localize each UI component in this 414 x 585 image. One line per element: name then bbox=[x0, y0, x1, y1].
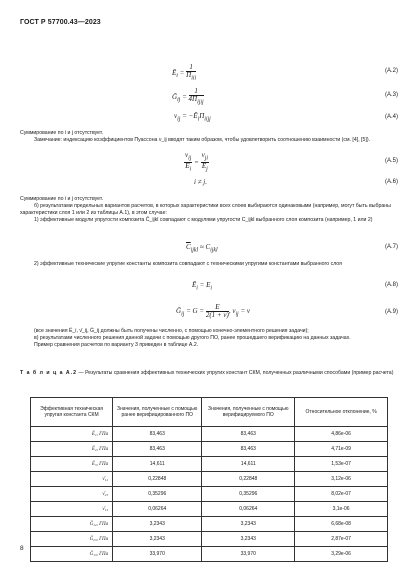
table-cell: 0,06264 bbox=[202, 502, 295, 517]
table-row bbox=[31, 442, 388, 457]
paragraph: б) результатами предельных вариантов расчетов, в которых характеристики всех слоев выбираются одинаковыми (например, могут быть выбраны характеристики слоя 1 или 2 из таблицы А.1), в этом случае: bbox=[20, 203, 391, 216]
table-caption-text: — Результаты сравнения эффективных технических упругих констант СКМ, полученных различными способами (пример расчета) bbox=[78, 370, 394, 376]
equation-a7: $\overline{C}_{ijkl} \approx C_{ijkl}$ bbox=[186, 243, 218, 254]
table-cell: 33,970 bbox=[202, 547, 295, 562]
table-cell: 0,35296 bbox=[202, 487, 295, 502]
paragraph: Суммирование по i и j отсутствует. bbox=[20, 130, 104, 136]
column-header: Значения, полученные с помощью верифицируемого ПО bbox=[202, 398, 295, 427]
table-cell: 0,22848 bbox=[202, 472, 295, 487]
table-cell: 14,611 bbox=[113, 457, 202, 472]
equation-number-a9: (A.9) bbox=[384, 309, 398, 315]
table-cell: 3,29e-06 bbox=[295, 547, 388, 562]
table-cell: 6,68e-08 bbox=[295, 517, 388, 532]
equation-number-a3: (A.3) bbox=[384, 92, 398, 98]
table-cell: Ḡ₂₃, ГПа bbox=[31, 532, 113, 547]
equation-a4: $\nu_{ij}$ = $-Ē_i\Pi_{iijj}$ bbox=[174, 112, 211, 123]
equation-number-a4: (A.4) bbox=[384, 114, 398, 120]
table-cell: 33,970 bbox=[113, 547, 202, 562]
equation-number-a2: (A.2) bbox=[384, 68, 398, 74]
table-cell: 3,12e-06 bbox=[295, 472, 388, 487]
table-cell: ν̄₁₂ bbox=[31, 472, 113, 487]
column-header: Относительное отклонение, % bbox=[295, 398, 388, 427]
table-row bbox=[31, 532, 388, 547]
table-row bbox=[31, 487, 388, 502]
table-cell: 83,463 bbox=[202, 442, 295, 457]
table-cell: Ē₁, ГПа bbox=[31, 427, 113, 442]
table-row bbox=[31, 547, 388, 562]
table-cell: 83,463 bbox=[113, 427, 202, 442]
results-table bbox=[30, 397, 388, 562]
table-cell: 1,53e-07 bbox=[295, 457, 388, 472]
paragraph: 1) эффективные модули упругости композита C̄_ijkl совпадают с модулями упругости C_ijkl выбранного слоя композита (например, 1 или 2) bbox=[34, 217, 373, 223]
table-header-row bbox=[31, 398, 388, 427]
table-cell: ν̄₁₃ bbox=[31, 502, 113, 517]
equation-number-a8: (A.8) bbox=[384, 282, 398, 288]
paragraph: Пример сравнения расчетов по варианту 3 приведен в таблице А.2. bbox=[34, 342, 199, 348]
equation-a3: Ḡ$_{ij}$ = $\frac{1}{4\Pi_{ijij}}$ bbox=[172, 87, 204, 106]
paragraph: Замечание: индексацию коэффициентов Пуассона ν_ij вводят таким образом, чтобы удовлетворить соотношению взаимности (см. [4], [5]). bbox=[34, 137, 371, 143]
table-cell: Ḡ₁₂, ГПа bbox=[31, 517, 113, 532]
equation-number-a7: (A.7) bbox=[384, 244, 398, 250]
text-block-1 bbox=[20, 130, 392, 144]
table-cell: 83,463 bbox=[113, 442, 202, 457]
table-row bbox=[31, 457, 388, 472]
table-cell: 3,2343 bbox=[202, 532, 295, 547]
page-number: 8 bbox=[20, 545, 24, 552]
equation-a8: $Ē_i = E_i$ bbox=[192, 281, 213, 292]
paragraph: Суммирование по i и j отсутствует. bbox=[20, 196, 104, 202]
table-cell: 3,1e-06 bbox=[295, 502, 388, 517]
table-cell: 83,463 bbox=[202, 427, 295, 442]
table-row bbox=[31, 502, 388, 517]
table-cell: 4,71e-09 bbox=[295, 442, 388, 457]
paragraph: 2) эффективные технические упругие константы композита совпадают с техническими упругими константами выбранного слоя bbox=[34, 261, 342, 267]
table-cell: 3,2343 bbox=[202, 517, 295, 532]
table-cell: 8,02e-07 bbox=[295, 487, 388, 502]
table-cell: 0,35296 bbox=[113, 487, 202, 502]
table-row bbox=[31, 472, 388, 487]
table-cell: 14,611 bbox=[202, 457, 295, 472]
equation-a2: $Ē_i$ = $\frac{1}{\Pi_{iii}}$ bbox=[172, 63, 197, 82]
equation-a9: Ḡ$_{ij}$ = G = $\frac{E}{2(1 + \nu)}$ , $\nu_{ij} = \nu$ bbox=[176, 303, 251, 319]
table-cell: 0,06264 bbox=[113, 502, 202, 517]
table-cell: 4,86e-06 bbox=[295, 427, 388, 442]
table-cell: 3,2343 bbox=[113, 532, 202, 547]
table-caption bbox=[20, 370, 395, 377]
table-cell: ν̄₂₃ bbox=[31, 487, 113, 502]
table-cell: Ē₂, ГПа bbox=[31, 442, 113, 457]
document-header: ГОСТ Р 57700.43—2023 bbox=[20, 19, 101, 26]
table-cell: Ḡ₁₃, ГПа bbox=[31, 547, 113, 562]
table-cell: 2,87e-07 bbox=[295, 532, 388, 547]
equation-a5: $\frac{\nu_{ij}}{E_i}$ = $\frac{\nu_{ji}}{E_j}$ bbox=[185, 151, 208, 173]
table-cell: 3,2343 bbox=[113, 517, 202, 532]
table-row bbox=[31, 517, 388, 532]
column-header: Значения, полученные с помощью ранее верифицированного ПО bbox=[113, 398, 202, 427]
equation-a6: i ≠ j. bbox=[194, 178, 207, 186]
equation-number-a6: (A.6) bbox=[384, 179, 398, 185]
table-caption-label: Т а б л и ц а А.2 bbox=[20, 370, 77, 376]
table-cell: 0,22848 bbox=[113, 472, 202, 487]
paragraph: в) результатами численного решения данной задачи с помощью другого ПО, ранее прошедшего верификацию на данных задачах. bbox=[34, 335, 351, 341]
paragraph: (все значения Ē_i, ν̄_ij, Ḡ_ij должны быть получены численно, с помощью конечно-элементного решения задачи); bbox=[34, 328, 309, 334]
table-cell: Ē₃, ГПа bbox=[31, 457, 113, 472]
equation-number-a5: (A.5) bbox=[384, 158, 398, 164]
column-header: Эффективная техническая упругая константа СКМ bbox=[31, 398, 113, 427]
text-block-3 bbox=[20, 261, 392, 268]
text-block-4 bbox=[20, 328, 392, 349]
text-block-2 bbox=[20, 196, 392, 224]
table-row bbox=[31, 427, 388, 442]
